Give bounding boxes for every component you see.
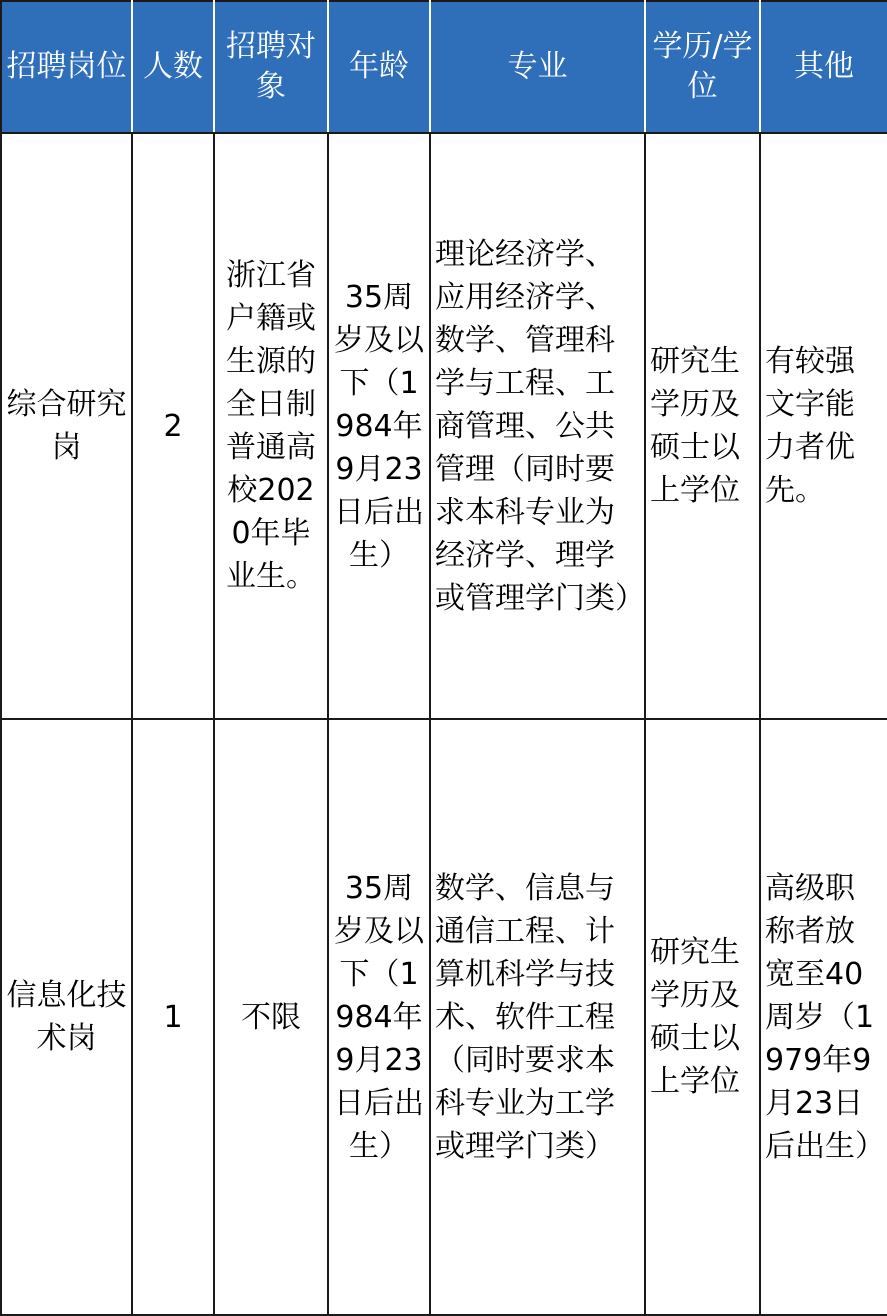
header-education: 学历/学位 <box>645 1 760 133</box>
cell-count: 1 <box>132 719 214 1315</box>
header-major: 专业 <box>430 1 645 133</box>
table-row <box>1 133 887 719</box>
cell-position: 综合研究岗 <box>1 133 132 719</box>
cell-other: 高级职称者放宽至40周岁（1979年9月23日后出生） <box>760 719 887 1315</box>
cell-other: 有较强文字能力者优先。 <box>760 133 887 719</box>
cell-target: 不限 <box>214 719 328 1315</box>
cell-education: 研究生学历及硕士以上学位 <box>645 133 760 719</box>
cell-target: 浙江省户籍或生源的全日制普通高校2020年毕业生。 <box>214 133 328 719</box>
cell-count: 2 <box>132 133 214 719</box>
cell-major: 数学、信息与通信工程、计算机科学与技术、软件工程（同时要求本科专业为工学或理学门类） <box>430 719 645 1315</box>
cell-major: 理论经济学、应用经济学、数学、管理科学与工程、工商管理、公共管理（同时要求本科专业为经济学、理学或管理学门类） <box>430 133 645 719</box>
header-count: 人数 <box>132 1 214 133</box>
cell-age: 35周岁及以下（1984年9月23日后出生） <box>328 133 430 719</box>
cell-education: 研究生学历及硕士以上学位 <box>645 719 760 1315</box>
header-other: 其他 <box>760 1 887 133</box>
cell-position: 信息化技术岗 <box>1 719 132 1315</box>
header-position: 招聘岗位 <box>1 1 132 133</box>
header-target: 招聘对象 <box>214 1 328 133</box>
header-row <box>1 1 887 133</box>
cell-age: 35周岁及以下（1984年9月23日后出生） <box>328 719 430 1315</box>
header-age: 年龄 <box>328 1 430 133</box>
table-row <box>1 719 887 1315</box>
